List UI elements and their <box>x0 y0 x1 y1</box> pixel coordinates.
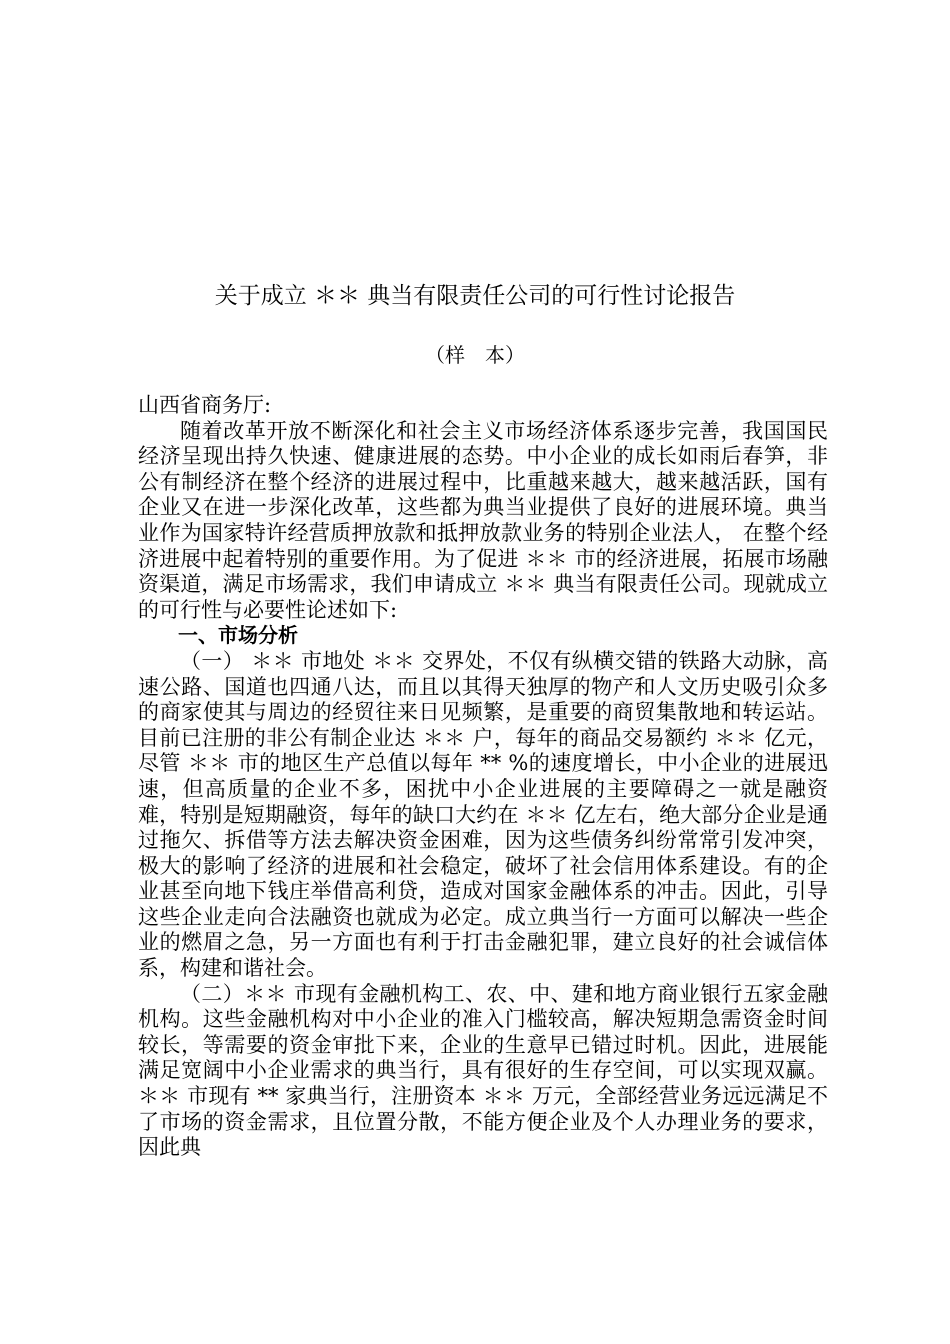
document-subtitle: （样 本） <box>425 343 525 367</box>
document-body <box>138 393 828 1161</box>
section-heading-market-analysis: 一、市场分析 <box>178 623 298 648</box>
paragraph-market-1: （一） ＊＊ 市地处 ＊＊ 交界处，不仅有纵横交错的铁路大动脉，高速公路、国道也四通八达，而且以其得天独厚的物产和人文历史吸引众多的商家使其与周边的经贸往来日见频繁，是重要的商贸集散地和转运站。目前已注册的非公有制企业达 ＊＊ 户，每年的商品交易额约 ＊＊ 亿元，尽管 ＊＊ 市的地区生产总值以每年 ** %的速度增长，中小企业的进展迅速，但高质量的企业不多，困扰中小企业进展的主要障碍之一就是融资难，特别是短期融资，每年的缺口大约在 ＊＊ 亿左右，绝大部分企业是通过拖欠、拆借等方法去解决资金困难，因为这些债务纠纷常常引发冲突，极大的影响了经济的进展和社会稳定，破坏了社会信用体系建设。有的企业甚至向地下钱庄举借高利贷，造成对国家金融体系的冲击。因此，引导这些企业走向合法融资也就成为必定。成立典当行一方面可以解决一些企业的燃眉之急，另一方面也有利于打击金融犯罪，建立良好的社会诚信体系，构建和谐社会。 <box>138 648 828 981</box>
salutation: 山西省商务厅: <box>138 393 272 417</box>
document-title: 关于成立 ＊＊ 典当有限责任公司的可行性讨论报告 <box>214 283 736 309</box>
paragraph-intro: 随着改革开放不断深化和社会主义市场经济体系逐步完善，我国国民经济呈现出持久快速、健康进展的态势。中小企业的成长如雨后春笋，非公有制经济在整个经济的进展过程中，比重越来越大，越来越活跃，国有企业又在进一步深化改革，这些都为典当业提供了良好的进展环境。典当业作为国家特许经营质押放款和抵押放款业务的特别企业法人， 在整个经济进展中起着特别的重要作用。为了促进 ＊＊ 市的经济进展，拓展市场融资渠道，满足市场需求，我们申请成立 ＊＊ 典当有限责任公司。现就成立的可行性与必要性论述如下: <box>138 418 828 622</box>
paragraph-market-2: （二）＊＊ 市现有金融机构工、农、中、建和地方商业银行五家金融机构。这些金融机构对中小企业的准入门槛较高，解决短期急需资金时间较长，等需要的资金审批下来，企业的生意早已错过时机。因此，进展能满足宽阔中小企业需求的典当行，具有很好的生存空间，可以实现双赢。 ＊＊ 市现有 ** 家典当行，注册资本 ＊＊ 万元，全部经营业务远远满足不了市场的资金需求，且位置分散，不能方便企业及个人办理业务的要求，因此典 <box>138 981 828 1160</box>
